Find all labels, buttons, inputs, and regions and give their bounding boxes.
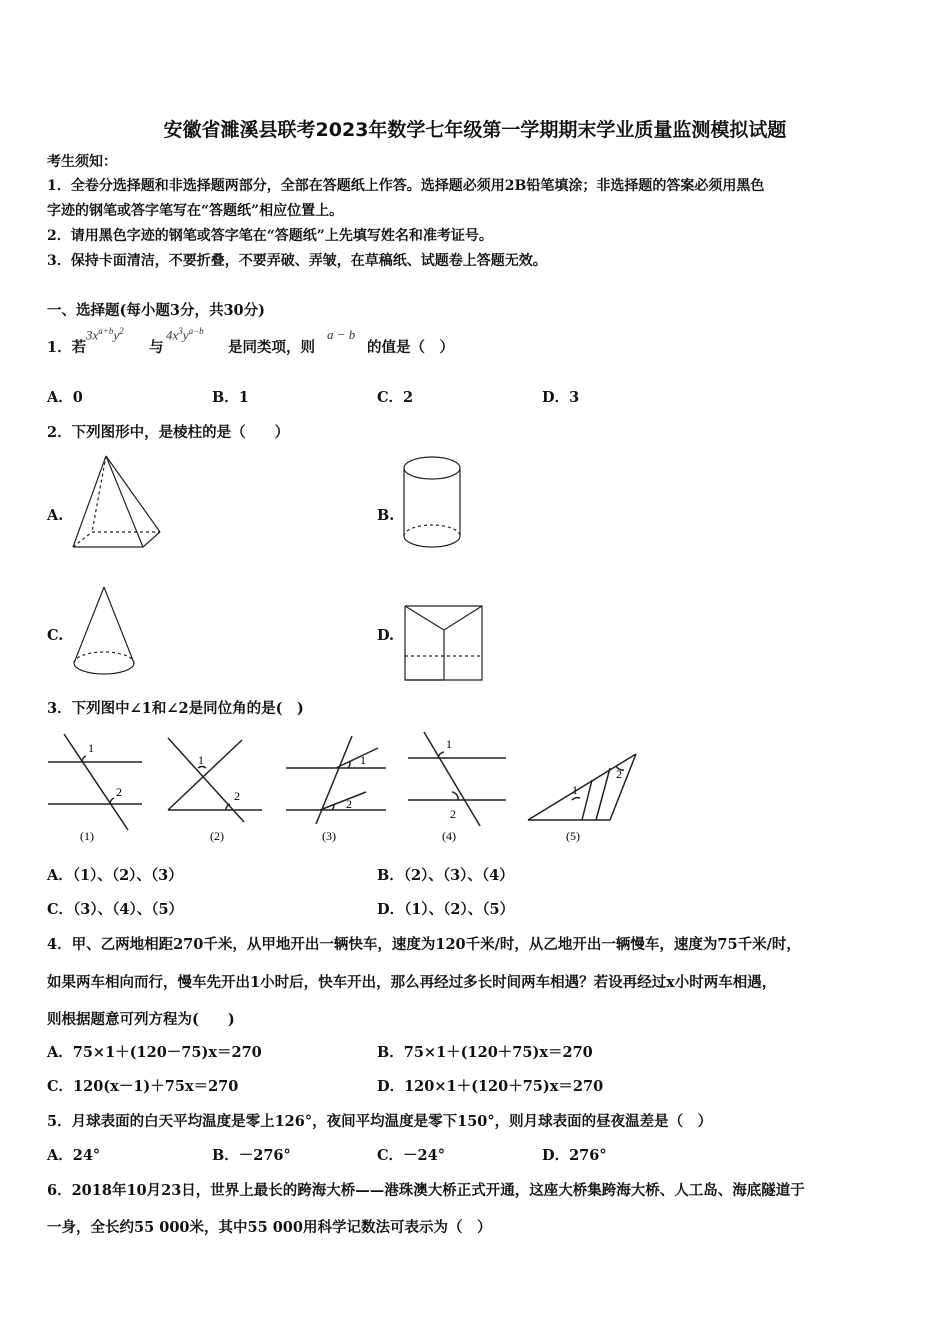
angle-label-1: 1	[198, 753, 204, 767]
caption-4: (4)	[442, 829, 456, 843]
q3-option-d: D．（1）、（2）、（5）	[377, 901, 515, 918]
notice-heading: 考生须知：	[47, 154, 117, 170]
angle-label-1: 1	[572, 783, 578, 797]
q1-term2: $4x^3y^{a-b}$	[166, 326, 204, 343]
q6-line-1: 6．2018年10月23日，世界上最长的跨海大桥——港珠澳大桥正式开通，这座大桥集跨海大桥、人工岛、海底隧道于	[47, 1182, 805, 1199]
caption-3: (3)	[322, 829, 336, 843]
angle-label-1: 1	[446, 737, 452, 751]
q1-option-b: B．1	[212, 389, 249, 406]
cone-figure	[68, 583, 143, 683]
angle-label-2: 2	[116, 785, 122, 799]
q5-option-b: B．－276°	[212, 1147, 291, 1164]
q4-line-2: 如果两车相向而行，慢车先开出1小时后，快车开出，那么再经过多长时间两车相遇？若设再经过x小时两车相遇，	[47, 974, 777, 991]
caption-5: (5)	[566, 829, 580, 843]
q2-label-c: C.	[47, 627, 64, 644]
q2-stem: 2．下列图形中，是棱柱的是（ ）	[47, 424, 290, 441]
q4-line-3: 则根据题意可列方程为( )	[47, 1011, 235, 1028]
q5-option-d: D．276°	[542, 1147, 607, 1164]
cylinder-figure	[398, 452, 470, 552]
q1-mid2: 是同类项，则	[228, 339, 315, 356]
q4-line-1: 4．甲、乙两地相距270千米，从甲地开出一辆快车，速度为120千米/时，从乙地开出一辆慢车，速度为75千米/时，	[47, 936, 801, 953]
q4-option-c: C．120(x－1)＋75x＝270	[47, 1078, 239, 1095]
section-heading: 一、选择题(每小题3分，共30分)	[47, 302, 265, 319]
angle-figure-2	[162, 728, 272, 846]
q3-option-a: A．（1）、（2）、（3）	[47, 867, 183, 884]
angle-figure-3	[282, 728, 392, 846]
q5-stem: 5．月球表面的白天平均温度是零上126°，夜间平均温度是零下150°，则月球表面的昼夜温差是（ ）	[47, 1113, 713, 1130]
q1-option-a: A．0	[47, 389, 83, 406]
angle-label-2: 2	[346, 797, 352, 811]
q4-option-b: B．75×1＋(120＋75)x＝270	[377, 1044, 593, 1061]
q5-option-a: A．24°	[47, 1147, 101, 1164]
notice-line-3: 3．保持卡面清洁，不要折叠，不要弄破、弄皱，在草稿纸、试题卷上答题无效。	[47, 253, 547, 269]
q1-expr: a − b	[327, 327, 356, 342]
pyramid-figure	[68, 452, 168, 552]
angle-label-1: 1	[360, 753, 366, 767]
q1-prefix: 1．若	[47, 339, 87, 356]
page-title: 安徽省濉溪县联考2023年数学七年级第一学期期末学业质量监测模拟试题	[163, 119, 787, 141]
caption-2: (2)	[210, 829, 224, 843]
angle-label-2: 2	[234, 789, 240, 803]
triangular-prism-figure	[400, 600, 490, 685]
notice-line-1a: 1．全卷分选择题和非选择题两部分，全部在答题纸上作答。选择题必须用2B铅笔填涂；非选择题的答案必须用黑色	[47, 178, 765, 194]
q5-option-c: C．－24°	[377, 1147, 445, 1164]
angle-label-2: 2	[616, 767, 622, 781]
angle-label-2: 2	[450, 807, 456, 821]
q4-option-a: A．75×1＋(120－75)x＝270	[47, 1044, 262, 1061]
q4-option-d: D．120×1＋(120＋75)x＝270	[377, 1078, 604, 1095]
caption-1: (1)	[80, 829, 94, 843]
q1-option-d: D．3	[542, 389, 580, 406]
notice-line-2: 2．请用黑色字迹的钢笔或答字笔在“答题纸”上先填写姓名和准考证号。	[47, 228, 493, 244]
angle-figure-1	[42, 728, 152, 846]
notice-line-1b: 字迹的钢笔或答字笔写在“答题纸”相应位置上。	[47, 203, 344, 219]
q2-label-a: A.	[47, 507, 64, 524]
angle-figure-4	[402, 728, 512, 846]
q3-option-b: B．（2）、（3）、（4）	[377, 867, 514, 884]
angle-figure-5	[524, 728, 642, 846]
q3-option-c: C．（3）、（4）、（5）	[47, 901, 184, 918]
q2-label-d: D.	[377, 627, 395, 644]
q2-label-b: B.	[377, 507, 395, 524]
q1-mid: 与	[149, 339, 164, 356]
q1-term1: $3x^{a+b}y^2$	[86, 326, 124, 343]
q1-option-c: C．2	[377, 389, 414, 406]
q6-line-2: 一身，全长约55 000米，其中55 000用科学记数法可表示为（ ）	[47, 1219, 492, 1236]
q1-suffix: 的值是（ ）	[367, 339, 454, 356]
angle-label-1: 1	[88, 741, 94, 755]
q3-stem: 3．下列图中∠1和∠2是同位角的是( )	[47, 700, 304, 717]
